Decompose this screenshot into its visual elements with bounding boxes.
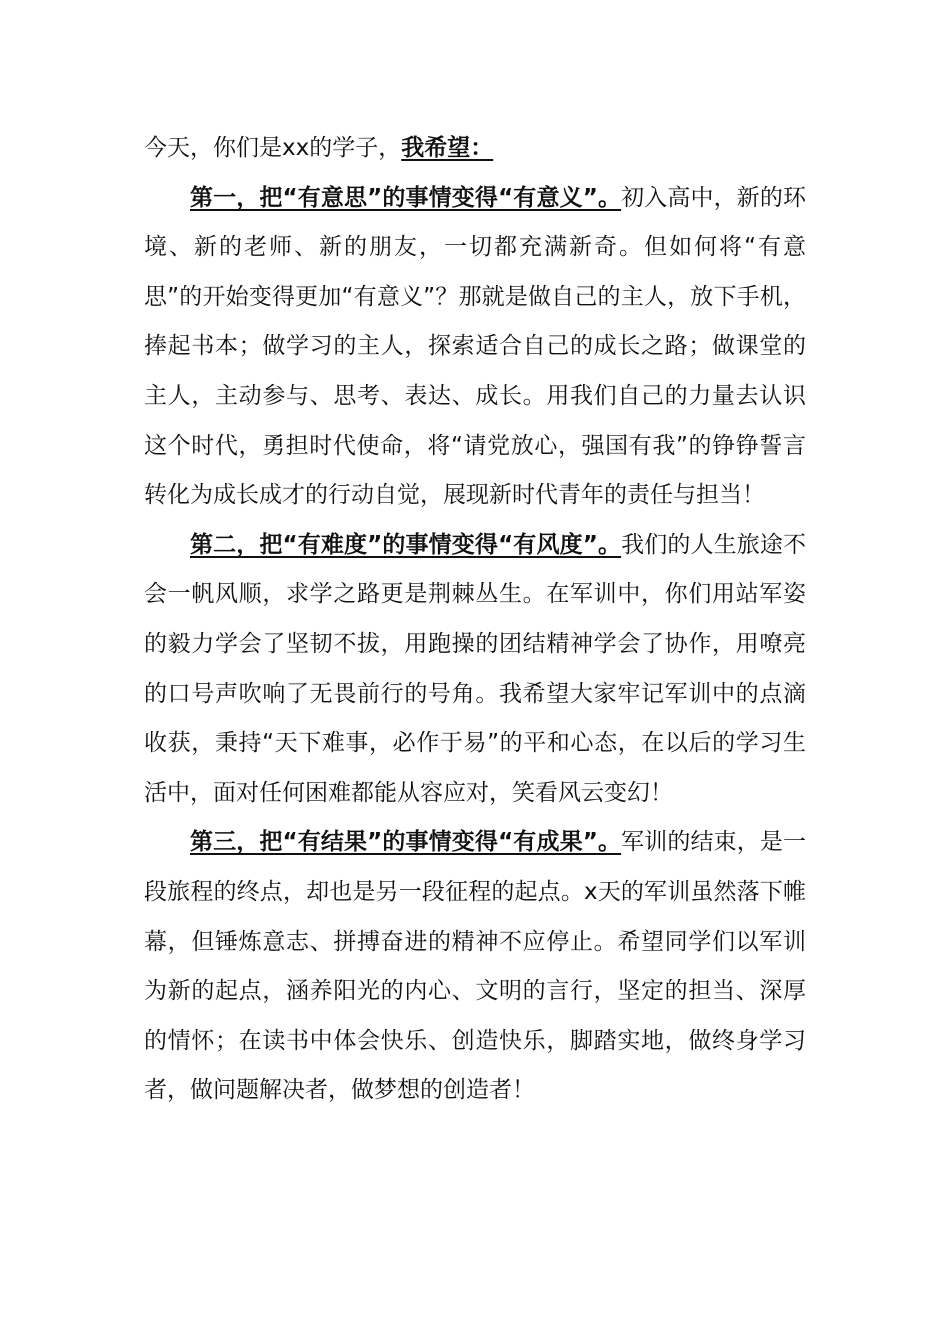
paragraph-body: 我们的人生旅途不会一帆风顺，求学之路更是荆棘丛生。在军训中，你们用站军姿的毅力学会了坚韧不拔，用跑操的团结精神学会了协作，用嘹亮的口号声吹响了无畏前行的号角。我希望大家牢记军训中的点滴收获，秉持“天下难事，必作于易”的平和心态，在以后的学习生活中，面对任何困难都能从容应对，笑看风云变幻！: [144, 531, 807, 806]
intro-paragraph: [144, 124, 806, 174]
paragraph-heading: 第三，把“有结果”的事情变得“有成果”。: [190, 829, 622, 856]
paragraph-third: [144, 818, 806, 1116]
document-body: [144, 124, 806, 1116]
paragraph-first: [144, 174, 806, 521]
intro-text: 今天，你们是xx的学子，: [144, 135, 402, 161]
paragraph-body: 初入高中，新的环境、新的老师、新的朋友，一切都充满新奇。但如何将“有意思”的开始变得更加“有意义”？那就是做自己的主人，放下手机，捧起书本；做学习的主人，探索适合自己的成长之路；做课堂的主人，主动参与、思考、表达、成长。用我们自己的力量去认识这个时代，勇担时代使命，将“请党放心，强国有我”的铮铮誓言转化为成长成才的行动自觉，展现新时代青年的责任与担当！: [144, 184, 807, 509]
intro-emphasis: 我希望：: [401, 135, 494, 161]
paragraph-heading: 第二，把“有难度”的事情变得“有风度”。: [190, 531, 622, 558]
paragraph-body: 军训的结束，是一段旅程的终点，却也是另一段征程的起点。x天的军训虽然落下帷幕，但锤炼意志、拼搏奋进的精神不应停止。希望同学们以军训为新的起点，涵养阳光的内心、文明的言行，坚定的担当、深厚的情怀；在读书中体会快乐、创造快乐，脚踏实地，做终身学习者，做问题解决者，做梦想的创造者！: [144, 829, 807, 1104]
paragraph-second: [144, 521, 806, 819]
paragraph-heading: 第一，把“有意思”的事情变得“有意义”。: [190, 184, 622, 211]
